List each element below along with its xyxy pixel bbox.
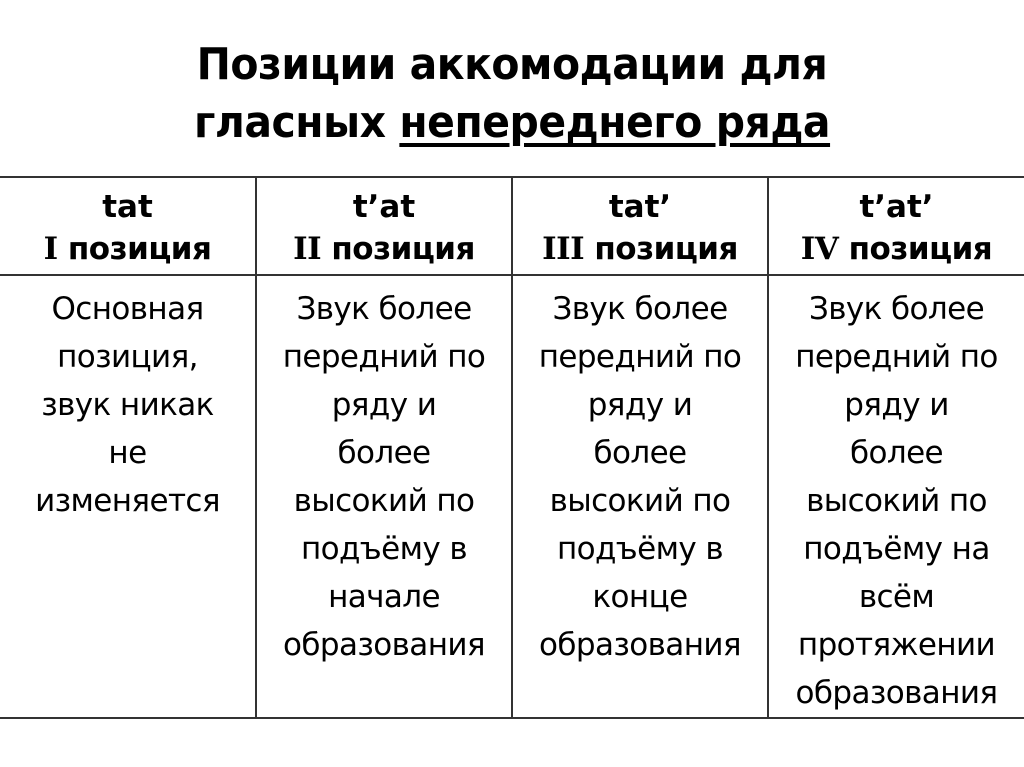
description-line: Звук более	[296, 291, 472, 327]
table-header-row	[0, 177, 1024, 275]
position-word: позиция	[584, 231, 738, 267]
position-word: позиция	[57, 231, 212, 267]
description-line: подъёму в	[300, 531, 468, 567]
accommodation-positions-table	[0, 176, 1024, 719]
syllable-pattern: tat’	[608, 189, 672, 225]
description-line: Звук более	[808, 291, 985, 327]
description-line: высокий по	[549, 483, 731, 519]
description-line: Звук более	[552, 291, 728, 327]
position-label	[257, 228, 511, 270]
header-cell-position-4	[768, 177, 1024, 275]
header-cell-position-1	[0, 177, 256, 275]
description-line: изменяется	[35, 483, 220, 519]
title-underlined-term: непереднего ряда	[399, 97, 831, 148]
description-cell-position-3	[512, 275, 768, 718]
description-line: ряду и	[331, 387, 437, 423]
roman-numeral: II	[293, 231, 322, 267]
description-line: Основная	[51, 291, 204, 327]
description-line: звук никак	[41, 387, 214, 423]
description-cell-position-2	[256, 275, 512, 718]
description-line: подъёму на	[803, 531, 990, 567]
title-line-2	[36, 94, 988, 152]
description-line: более	[337, 435, 431, 471]
title-line-2-plain: гласных	[193, 97, 400, 148]
position-label	[769, 228, 1024, 270]
description-line: образования	[795, 675, 998, 711]
position-word: позиция	[321, 231, 475, 267]
description-line: передний по	[538, 339, 742, 375]
description-line: позиция,	[57, 339, 198, 375]
description-line: всём	[858, 579, 935, 615]
description-line: образования	[283, 627, 485, 663]
roman-numeral: III	[542, 231, 585, 267]
description-line: образования	[539, 627, 741, 663]
roman-numeral: IV	[800, 231, 839, 267]
title-line-1: Позиции аккомодации для	[196, 39, 828, 90]
position-label	[0, 228, 255, 270]
position-label	[513, 228, 767, 270]
description-line: высокий по	[806, 483, 987, 519]
page-title	[36, 36, 988, 152]
description-line: конце	[592, 579, 688, 615]
description-line: подъёму в	[556, 531, 724, 567]
header-cell-position-2	[256, 177, 512, 275]
description-line: протяжении	[797, 627, 996, 663]
description-cell-position-4	[768, 275, 1024, 718]
table-body-row	[0, 275, 1024, 718]
description-line: высокий по	[293, 483, 475, 519]
position-word: позиция	[838, 231, 993, 267]
description-line: ряду и	[844, 387, 949, 423]
syllable-pattern: t’at	[352, 189, 416, 225]
roman-numeral: I	[43, 231, 58, 267]
syllable-pattern: tat	[102, 189, 153, 225]
description-line: передний по	[282, 339, 486, 375]
description-line: передний по	[795, 339, 998, 375]
description-line: начале	[328, 579, 440, 615]
description-line: более	[593, 435, 687, 471]
header-cell-position-3	[512, 177, 768, 275]
description-line: ряду и	[587, 387, 693, 423]
description-line: не	[108, 435, 147, 471]
description-line: более	[849, 435, 944, 471]
description-cell-position-1	[0, 275, 256, 718]
syllable-pattern: t’at’	[859, 189, 934, 225]
